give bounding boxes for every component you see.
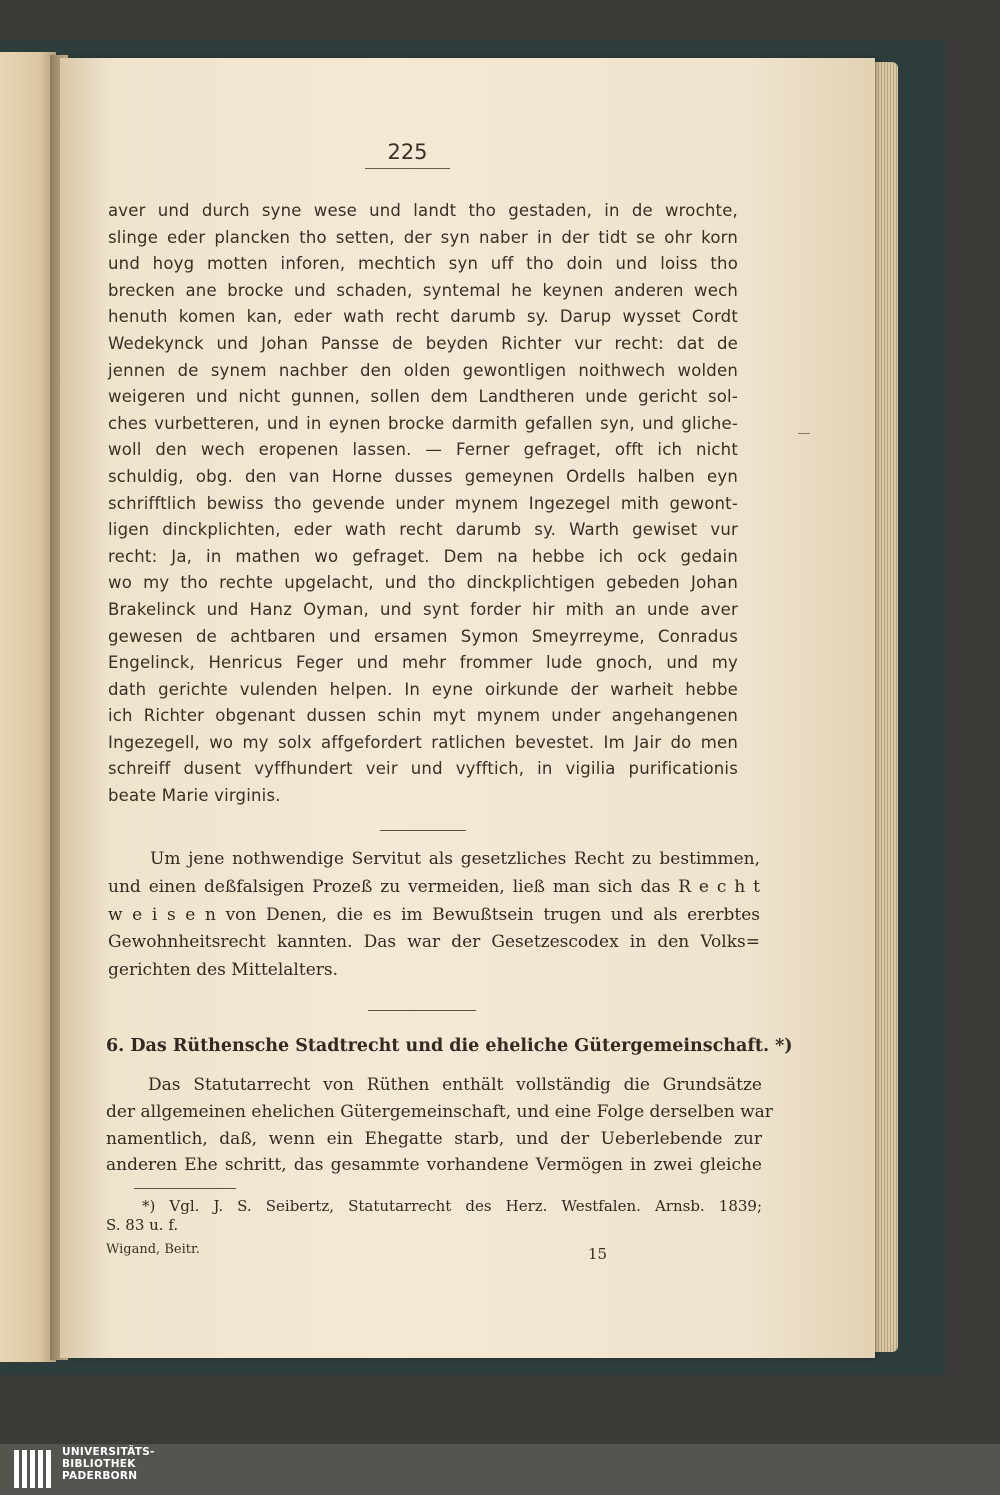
text-line: und einen deßfalsigen Prozeß zu vermeiden, ließ man sich das R e c h t (108, 876, 760, 897)
text-line: ich Richter obgenant dussen schin myt mynem under angehangenen (108, 706, 738, 726)
text-line: woll den wech eropenen lassen. — Ferner gefraget, offt ich nicht (108, 440, 738, 460)
text-line: beate Marie virginis. (108, 786, 281, 806)
text-line: brecken ane brocke und schaden, syntemal he keynen anderen wech (108, 280, 738, 300)
pencil-mark (798, 433, 810, 434)
section-divider (380, 830, 466, 831)
text-line: der allgemeinen ehelichen Gütergemeinschaft, und eine Folge derselben war (106, 1101, 773, 1122)
text-line: anderen Ehe schritt, das gesammte vorhandene Vermögen in zwei gleiche (106, 1155, 762, 1176)
paragraph-low-german-record (108, 198, 738, 810)
paragraph-servitut (108, 846, 760, 985)
text-line: Um jene nothwendige Servitut als gesetzliches Recht zu bestimmen, (150, 849, 760, 869)
text-line: schuldig, obg. den van Horne dusses gemeynen Ordells halben eyn (108, 466, 738, 486)
text-line: aver und durch syne wese und landt tho gestaden, in de wrochte, (108, 201, 738, 220)
text-line: Engelinck, Henricus Feger und mehr frommer lude gnoch, und my (108, 653, 738, 673)
text-line: wo my tho rechte upgelacht, und tho dinckplichtigen gebeden Johan (108, 573, 738, 593)
footnote-line: S. 83 u. f. (106, 1215, 179, 1234)
paragraph-statutarrecht (106, 1072, 773, 1179)
section-divider (368, 1010, 476, 1011)
page-number: 225 (387, 140, 428, 164)
text-line: schrifftlich bewiss tho gevende under mynem Ingezegel mith gewont- (108, 493, 738, 513)
text-line: und hoyg motten inforen, mechtich syn uff tho doin und loiss tho (108, 254, 738, 274)
text-line: gewesen de achtbaren und ersamen Symon Smeyrreyme, Conradus (108, 626, 738, 646)
text-line: Ingezegell, wo my solx affgefordert ratlichen bevestet. Im Jair do men (108, 732, 738, 752)
sheet-number: 15 (588, 1245, 608, 1263)
page-number-rule (365, 168, 450, 169)
text-line: weigeren und nicht gunnen, sollen dem Landtheren unde gericht sol- (108, 387, 738, 407)
left-page-edge (0, 52, 56, 1362)
footnote (106, 1197, 762, 1234)
text-line: gerichten des Mittelalters. (108, 960, 339, 981)
section-heading: 6. Das Rüthensche Stadtrecht und die eheliche Gütergemeinschaft. *) (106, 1036, 793, 1056)
text-line: namentlich, daß, wenn ein Ehegatte starb, und der Ueberlebende zur (106, 1128, 762, 1149)
text-line: Wedekynck und Johan Pansse de beyden Richter vur recht: dat de (108, 333, 738, 353)
logo-line: BIBLIOTHEK (62, 1458, 136, 1470)
text-line: w e i s e n von Denen, die es im Bewußtsein trugen und als ererbtes (108, 904, 760, 925)
library-logo-text (62, 1446, 155, 1482)
logo-line: UNIVERSITÄTS- (62, 1446, 155, 1458)
text-line: Brakelinck und Hanz Oyman, und synt forder hir mith an unde aver (108, 599, 738, 619)
signature-mark: Wigand, Beitr. (106, 1242, 200, 1257)
logo-line: PADERBORN (62, 1470, 138, 1482)
text-line: jennen de synem nachber den olden gewontligen noithwech wolden (108, 360, 738, 380)
text-line: ches vurbetteren, und in eynen brocke darmith gefallen syn, und gliche- (108, 413, 738, 433)
text-line: henuth komen kan, eder wath recht darumb sy. Darup wysset Cordt (108, 307, 738, 327)
text-line: slinge eder plancken tho setten, der syn naber in der tidt se ohr korn (108, 227, 738, 247)
text-line: recht: Ja, in mathen wo gefraget. Dem na hebbe ich ock gedain (108, 546, 738, 566)
text-line: dath gerichte vulenden helpen. In eyne oirkunde der warheit hebbe (108, 679, 738, 699)
text-line: Das Statutarrecht von Rüthen enthält vollständig die Grundsätze (148, 1075, 762, 1095)
text-line: schreiff dusent vyffhundert veir und vyfftich, in vigilia purificationis (108, 759, 738, 779)
library-logo-icon (12, 1446, 58, 1492)
text-line: Gewohnheitsrecht kannten. Das war der Gesetzescodex in den Volks= (108, 932, 760, 953)
footnote-divider (134, 1188, 236, 1189)
text-line: ligen dinckplichten, eder wath recht darumb sy. Warth gewiset vur (108, 520, 738, 540)
footnote-line: *) Vgl. J. S. Seibertz, Statutarrecht des Herz. Westfalen. Arnsb. 1839; (142, 1197, 762, 1215)
